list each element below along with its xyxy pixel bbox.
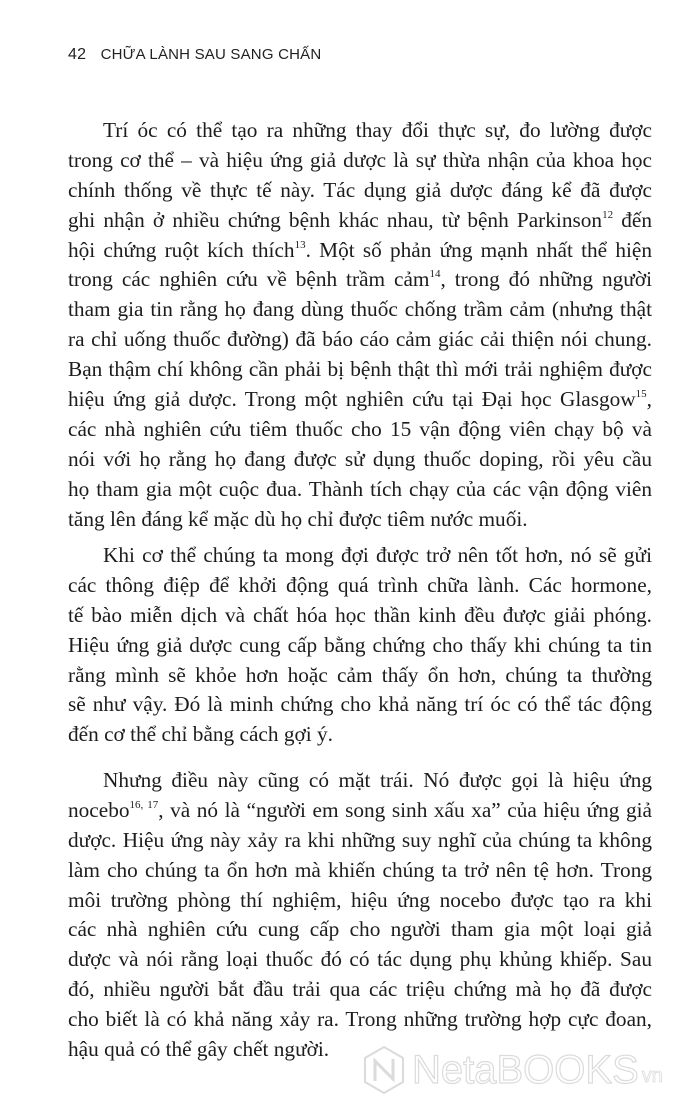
- text-run: Nhưng điều này cũng có mặt trái. Nó được gọi là hiệu ứng: [103, 768, 652, 792]
- text-line: [68, 445, 652, 475]
- text-line: [68, 915, 652, 945]
- text-line: [68, 355, 652, 385]
- text-line: [68, 505, 652, 535]
- text-run: đó, nhiều người bắt đầu trải qua các triệu chứng mà họ đã được: [68, 977, 652, 1002]
- text-line: [68, 856, 652, 886]
- page-number: 42: [68, 46, 87, 63]
- text-run: môi trường phòng thí nghiệm, hiệu ứng nocebo được tạo ra khi: [68, 887, 652, 912]
- running-title: CHỮA LÀNH SAU SANG CHẤN: [100, 46, 322, 63]
- text-run: các thông điệp để khởi động quá trình chữa lành. Các hormone,: [68, 572, 652, 597]
- text-run: tế bào miễn dịch và chất hóa học thần kinh đều được giải phóng.: [68, 602, 652, 627]
- text-line: [68, 661, 652, 691]
- text-run: dược và nói rằng loại thuốc đó có tác dụng phụ khủng khiếp. Sau: [68, 947, 652, 972]
- text-run: nói với họ rằng họ đang được sử dụng thuốc doping, rồi yêu cầu: [68, 446, 652, 471]
- text-run: , trong đó những người: [440, 267, 653, 292]
- text-run: Khi cơ thể chúng ta mong đợi được trở nên tốt hơn, nó sẽ gửi: [103, 543, 652, 567]
- text-run: cho biết là có khả năng xảy ra. Trong những trường hợp cực đoan,: [68, 1007, 652, 1032]
- text-run: Trí óc có thể tạo ra những thay đổi thực sự, đo lường được: [103, 118, 652, 142]
- text-line: [68, 295, 652, 325]
- text-run: hậu quả có thể gây chết người.: [68, 1037, 330, 1062]
- text-line: [68, 690, 652, 720]
- text-run: nocebo: [68, 797, 130, 822]
- netabooks-watermark: [362, 1045, 663, 1095]
- text-line: [68, 146, 652, 176]
- footnote-reference: 13: [294, 238, 306, 251]
- text-line: [68, 601, 652, 631]
- text-line: [68, 116, 652, 146]
- text-run: các nhà nghiên cứu cung cấp cho người tham gia một loại giả: [68, 917, 652, 942]
- text-line: [68, 385, 652, 415]
- text-run: Hiệu ứng giả dược cung cấp bằng chứng cho thấy khi chúng ta tin: [68, 632, 652, 657]
- watermark-suffix: vn: [641, 1064, 663, 1087]
- text-line: [68, 236, 652, 266]
- text-run: Bạn thậm chí không cần phải bị bệnh thật thì mới trải nghiệm được: [68, 357, 652, 382]
- text-run: đến: [613, 207, 652, 232]
- footnote-reference: 12: [602, 208, 614, 221]
- text-run: ,: [646, 387, 652, 412]
- text-line: [68, 541, 652, 571]
- text-run: ghi nhận ở nhiều chứng bệnh khác nhau, từ bệnh Parkinson: [68, 207, 603, 232]
- text-run: đến cơ thể chỉ bằng cách gợi ý.: [68, 722, 333, 747]
- paragraph-2: [68, 541, 652, 750]
- text-run: ra chỉ uống thuốc đường) đã báo cáo cảm giác cải thiện nói chung.: [68, 327, 652, 352]
- text-run: rằng mình sẽ khỏe hơn hoặc cảm thấy ổn hơn, chúng ta thường: [68, 662, 652, 687]
- paragraph-1: [68, 116, 652, 534]
- text-run: tăng lên đáng kể mặc dù họ chỉ được tiêm nước muối.: [68, 506, 528, 531]
- netabooks-logo-icon: [362, 1045, 406, 1095]
- text-run: dược. Hiệu ứng này xảy ra khi những suy nghĩ của chúng ta không: [68, 827, 652, 852]
- text-run: sẽ như vậy. Đó là minh chứng cho khả năng trí óc có thể tác động: [68, 692, 652, 717]
- text-line: [68, 796, 652, 826]
- text-line: [68, 571, 652, 601]
- text-run: trong các nghiên cứu về bệnh trầm cảm: [68, 267, 430, 292]
- running-header: [68, 46, 321, 64]
- text-run: làm cho chúng ta ổn hơn mà khiến chúng ta trở nên tệ hơn. Trong: [68, 857, 652, 882]
- text-line: [68, 826, 652, 856]
- paragraph-3: [68, 766, 652, 1065]
- text-run: , và nó là “người em song sinh xấu xa” của hiệu ứng giả: [158, 797, 653, 822]
- footnote-reference: 14: [429, 268, 441, 281]
- text-run: các nhà nghiên cứu tiêm thuốc cho 15 vận động viên chạy bộ và: [68, 416, 652, 441]
- text-line: [68, 1005, 652, 1035]
- text-line: [68, 325, 652, 355]
- text-line: [68, 265, 652, 295]
- watermark-brand: NetaBOOKS: [412, 1047, 639, 1092]
- text-line: [68, 720, 652, 750]
- text-run: trong cơ thể – và hiệu ứng giả dược là sự thừa nhận của khoa học: [68, 147, 652, 172]
- text-line: [68, 886, 652, 916]
- text-run: hiệu ứng giả dược. Trong một nghiên cứu tại Đại học Glasgow: [68, 387, 636, 412]
- footnote-reference: 15: [635, 388, 647, 401]
- text-line: [68, 945, 652, 975]
- text-line: [68, 206, 652, 236]
- text-line: [68, 766, 652, 796]
- text-run: họ tham gia một cuộc đua. Thành tích chạy của các vận động viên: [68, 476, 652, 501]
- text-run: tham gia tin rằng họ đang dùng thuốc chống trầm cảm (nhưng thật: [68, 297, 652, 322]
- text-line: [68, 631, 652, 661]
- footnote-reference: 16, 17: [129, 798, 159, 811]
- text-run: hội chứng ruột kích thích: [68, 237, 295, 262]
- text-run: . Một số phản ứng mạnh nhất thể hiện: [305, 237, 652, 262]
- text-line: [68, 475, 652, 505]
- text-line: [68, 176, 652, 206]
- text-run: chính thống về thực tế này. Tác dụng giả dược đáng kể đã được: [68, 177, 652, 202]
- text-line: [68, 415, 652, 445]
- text-line: [68, 975, 652, 1005]
